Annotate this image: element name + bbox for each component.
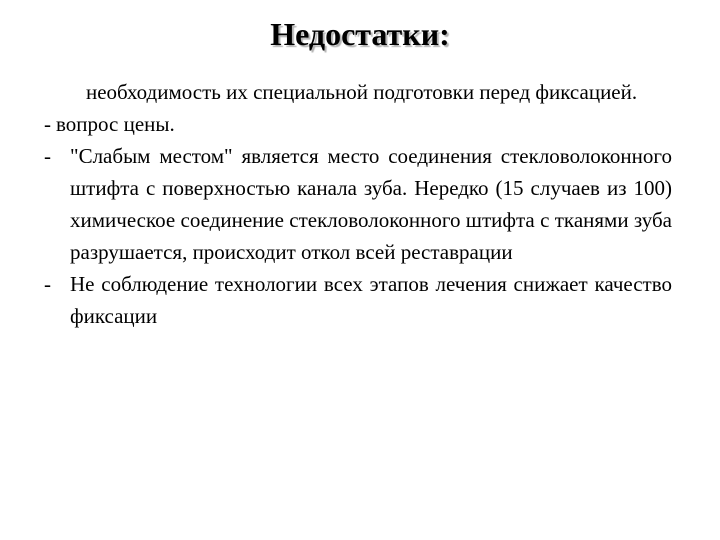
dash-bullet: - bbox=[44, 144, 51, 168]
list-item bbox=[44, 108, 672, 140]
list-item bbox=[44, 140, 672, 268]
bullet-list bbox=[44, 76, 672, 332]
dash-bullet: - bbox=[44, 272, 51, 296]
dash-bullet: - bbox=[44, 112, 51, 136]
list-item-text: "Слабым местом" является место соединения стекловолоконного штифта с поверхностью канала зуба. Нередко (15 случаев из 100) химическое соединение стекловолоконного штифта с тканями зуба разрушается, происходит откол всей реставрации bbox=[70, 144, 672, 264]
slide-title: Недостатки: bbox=[270, 16, 450, 52]
list-item bbox=[44, 268, 672, 332]
list-item bbox=[44, 76, 672, 108]
list-item-text: Не соблюдение технологии всех этапов лечения снижает качество фиксации bbox=[70, 272, 672, 328]
list-item-text: необходимость их специальной подготовки перед фиксацией. bbox=[86, 80, 638, 104]
list-item-text: вопрос цены. bbox=[56, 112, 175, 136]
